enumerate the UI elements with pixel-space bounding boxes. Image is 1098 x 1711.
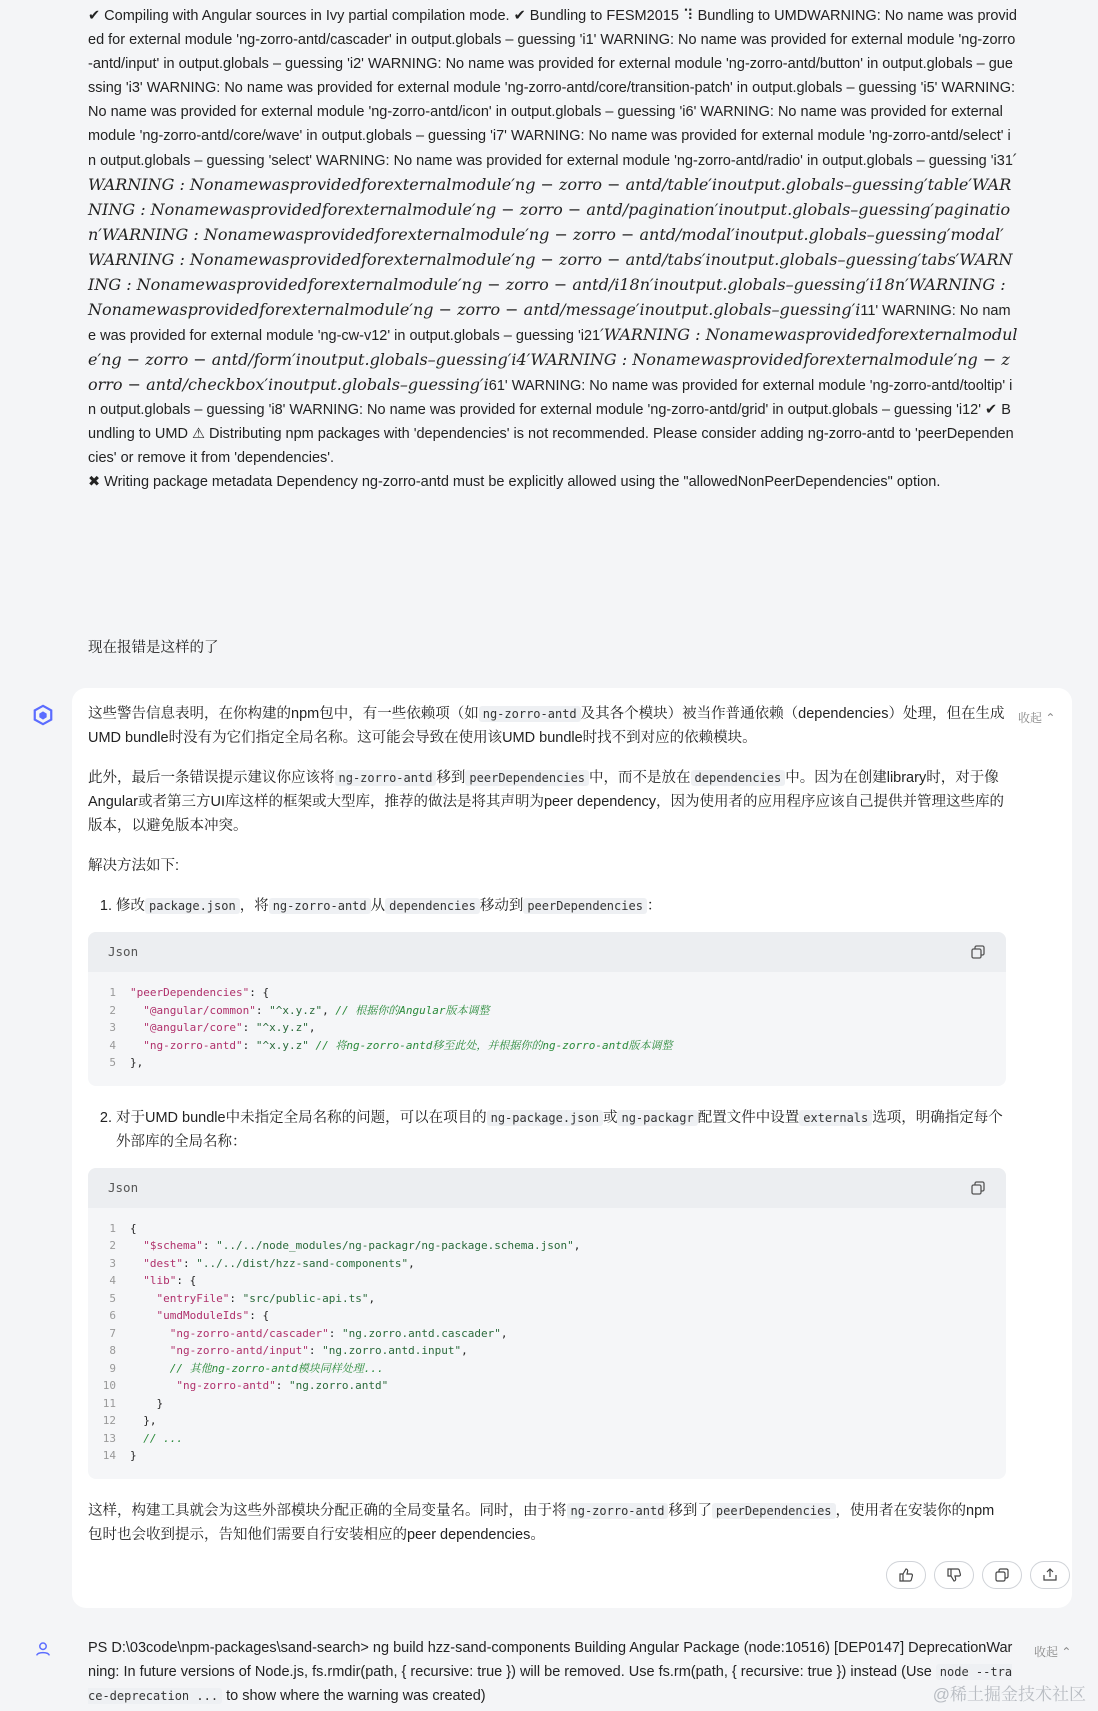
p2-code-1: ng-zorro-antd <box>335 770 437 786</box>
code-line <box>96 1307 998 1325</box>
code-block-1-header <box>88 932 1006 972</box>
code-text: "ng-zorro-antd/input": "ng.zorro.antd.input", <box>169 1344 468 1357</box>
step1-code-1: package.json <box>145 898 240 914</box>
chevron-up-icon: ⌃ <box>1045 711 1056 725</box>
code-text: "dest": "../../dist/hzz-sand-components", <box>143 1256 415 1270</box>
code-line <box>96 1412 998 1430</box>
step2-text-c: 配置文件中设置 <box>697 1109 800 1126</box>
code-line <box>96 1377 998 1395</box>
code-line <box>96 1272 998 1290</box>
line-number: 1 <box>109 1221 116 1235</box>
line-number: 7 <box>109 1326 116 1340</box>
code-text: "umdModuleIds": { <box>156 1309 270 1322</box>
user-bottom-code: node --trace-deprecation ... <box>88 1665 1013 1703</box>
code-text: }, <box>130 1056 144 1069</box>
line-number: 14 <box>102 1449 116 1462</box>
p2-text-b: 移到 <box>436 770 466 786</box>
p2-text-a: 此外，最后一条错误提示建议你应该将 <box>88 770 335 786</box>
step2-text-d: 选项，明确指定每个外部库的全局名称： <box>116 1109 1003 1150</box>
line-number: 12 <box>102 1414 116 1427</box>
code-text: "ng-zorro-antd": "ng.zorro.antd" <box>176 1379 389 1392</box>
thumbs-down-button[interactable] <box>934 1561 974 1589</box>
p4-text-a: 这样，构建工具就会为这些外部模块分配正确的全局变量名。同时，由于将 <box>88 1502 567 1519</box>
thumbs-up-button[interactable] <box>886 1561 926 1589</box>
thumbs-down-icon <box>946 1567 962 1583</box>
code-text: { <box>130 1221 137 1235</box>
code-line <box>96 1002 998 1020</box>
code-line <box>96 984 998 1002</box>
line-number: 5 <box>109 1056 116 1069</box>
assistant-paragraph-2 <box>88 766 1008 838</box>
code-text: }, <box>130 1414 157 1427</box>
line-number: 10 <box>102 1379 116 1392</box>
p2-code-3: dependencies <box>691 770 786 786</box>
code-text: "ng-zorro-antd": "^x.y.z" // 将ng-zorro-antd移至此处，并根据你的ng-zorro-antd版本调整 <box>143 1038 673 1052</box>
code-line <box>96 1325 998 1343</box>
line-number: 3 <box>109 1256 116 1270</box>
step1-text-a: 修改 <box>116 898 145 914</box>
step1-text-c: 从 <box>370 898 386 914</box>
step1-text-d: 移动到 <box>479 898 524 914</box>
code-line <box>96 1430 998 1448</box>
line-number: 1 <box>109 986 116 999</box>
solution-steps <box>88 894 1008 918</box>
code-text: } <box>130 1396 164 1410</box>
p1-text-b: 及其各个模块）被当作普通依赖（dependencies）处理，但在生成UMD bundle时没有为它们指定全局名称。这可能会导致在使用该UMD bundle时找不到对应的依赖模块。 <box>88 706 1005 746</box>
user-message-text-4: ✖ Writing package metadata Dependency ng-zorro-antd must be explicitly allowed using the "allowedNonPeerDependencies" option. <box>88 474 941 490</box>
thumbs-up-icon <box>898 1567 914 1583</box>
user-bottom-text-b: to show where the warning was created) <box>226 1688 486 1704</box>
code-line <box>96 1290 998 1308</box>
code-block-2 <box>88 1168 1006 1479</box>
p4-code-2: peerDependencies <box>712 1503 836 1519</box>
message-actions <box>886 1561 1070 1589</box>
assistant-content <box>88 702 1008 1563</box>
code-text: "peerDependencies": { <box>130 986 270 999</box>
user-message-top <box>88 4 1018 494</box>
watermark: @稀土掘金技术社区 <box>932 1685 1086 1704</box>
code-line <box>96 1255 998 1273</box>
code-text: "lib": { <box>143 1274 197 1287</box>
bot-avatar-icon <box>32 704 54 726</box>
p4-text-c: ，使用者在安装你的npm包时也会收到提示，告知他们需要自行安装相应的peer dependencies。 <box>88 1502 995 1543</box>
code-line <box>96 1342 998 1360</box>
code-line <box>96 1360 998 1378</box>
step1-code-3: dependencies <box>385 898 480 914</box>
code-text: // ... <box>143 1431 183 1445</box>
step1-text-b: ，将 <box>239 898 269 914</box>
line-number: 11 <box>102 1396 116 1410</box>
share-button[interactable] <box>1030 1561 1070 1589</box>
step2-code-2: ng-packagr <box>617 1110 697 1126</box>
code-line <box>96 1037 998 1055</box>
user-message-math-1: ′WARNING : Nonamewasprovidedforexternalmodule′ng − zorro − antd/table′inoutput.globals–guessing′table′WARNING : Nonamewasprovidedforexternalmodule′ng − zorro − antd/pagination′inoutput.globals–guessing′pagination′WARNING : Nonamewasprovidedforexternalmodule′ng − zorro − antd/modal′inoutput.globals–guessing′modal′WARNING : Nonamewasprovidedforexternalmodule′ng − zorro − antd/tabs′inoutput.globals–guessing′tabs′WARNING : Nonamewasprovidedforexternalmodule′ng − zorro − antd/i18n′inoutput.globals–guessing′i18n′WARNING : Nonamewasprovidedforexternalmodule′ng − zorro − antd/message′inoutput.globals–guessing′i <box>88 150 1017 319</box>
p2-text-c: 中，而不是放在 <box>589 770 691 786</box>
code-text: "$schema": "../../node_modules/ng-packagr/ng-package.schema.json", <box>143 1239 581 1252</box>
assistant-paragraph-1 <box>88 702 1008 750</box>
copy-message-button[interactable] <box>982 1561 1022 1589</box>
step1-text-e: ： <box>646 898 662 914</box>
code-block-1-body <box>88 972 1006 1086</box>
user-message-bottom <box>88 1636 1018 1708</box>
line-number: 3 <box>109 1021 116 1034</box>
code-line <box>96 1395 998 1413</box>
user-message-followup: 现在报错是这样的了 <box>88 640 219 656</box>
solution-steps-2 <box>88 1106 1008 1154</box>
user-bottom-text-a: PS D:\03code\npm-packages\sand-search> ng build hzz-sand-components Building Angular Package (node:10516) [DEP0147] DeprecationWarning: In future versions of Node.js, fs.rmdir(path, { recursive: true }) will be removed. Use fs.rm(path, { recursive: true }) instead (Use <box>88 1640 1013 1680</box>
step-1 <box>116 894 1008 918</box>
code-line <box>96 1054 998 1072</box>
p2-code-2: peerDependencies <box>465 770 589 786</box>
line-number: 9 <box>109 1361 116 1375</box>
code-text: // 其他ng-zorro-antd模块同样处理... <box>169 1361 384 1375</box>
code-text: "@angular/common": "^x.y.z", // 根据你的Angular版本调整 <box>143 1003 490 1017</box>
step1-code-2: ng-zorro-antd <box>269 898 371 914</box>
code-text: "ng-zorro-antd/cascader": "ng.zorro.antd.cascader", <box>169 1326 508 1340</box>
user-message-text-1: ✔ Compiling with Angular sources in Ivy partial compilation mode. ✔ Bundling to FESM2015 ⠹ Bundling to UMDWARNING: No name was provided for external module 'ng-zorro-antd/cascader' in output.globals – guessing 'i1' WARNING: No name was provided for external module 'ng-zorro-antd/input' in output.globals – guessing 'i2' WARNING: No name was provided for external module 'ng-zorro-antd/button' in output.globals – guessing 'i3' WARNING: No name was provided for external module 'ng-zorro-antd/core/transition-patch' in output.globals – guessing 'i5' WARNING: No name was provided for external module 'ng-zorro-antd/icon' in output.globals – guessing 'i6' WARNING: No name was provided for external module 'ng-zorro-antd/core/wave' in output.globals – guessing 'i7' WARNING: No name was provided for external module 'ng-zorro-antd/select' in output.globals – guessing 'select' WARNING: No name was provided for external module 'ng-zorro-antd/radio' in output.globals – guessing 'i31 <box>88 8 1020 169</box>
code-text: } <box>130 1449 137 1462</box>
code-line <box>96 1447 998 1465</box>
collapse-label-bottom: 收起 <box>1034 1645 1059 1659</box>
code-block-2-body <box>88 1208 1006 1479</box>
line-number: 2 <box>109 1003 116 1017</box>
assistant-paragraph-4 <box>88 1499 1008 1547</box>
assistant-paragraph-3: 解决方法如下: <box>88 858 180 874</box>
copy-message-icon <box>994 1567 1010 1583</box>
step2-text-b: 或 <box>602 1109 618 1126</box>
code-text: "@angular/core": "^x.y.z", <box>143 1021 316 1034</box>
step2-text-a: 对于UMD bundle中未指定全局名称的问题，可以在项目的 <box>116 1109 487 1126</box>
code-block-2-language: Json <box>108 1179 139 1195</box>
line-number: 4 <box>109 1038 116 1052</box>
user-message-text-2: 11' WARNING: No name was provided for external module 'ng-cw-v12' in output.globals – guessing 'i21 <box>88 303 1011 344</box>
code-line <box>96 1019 998 1037</box>
chevron-up-icon: ⌃ <box>1061 1645 1072 1659</box>
step1-code-4: peerDependencies <box>523 898 647 914</box>
user-message-text-3: 61' WARNING: No name was provided for external module 'ng-zorro-antd/tooltip' in output.globals – guessing 'i8' WARNING: No name was provided for external module 'ng-zorro-antd/grid' in output.globals – guessing 'i12' ✔ Bundling to UMD ⚠ Distributing npm packages with 'dependencies' is not recommended. Please consider adding ng-zorro-antd to 'peerDependencies' or remove it from 'dependencies'. <box>88 378 1014 466</box>
p1-text-a: 这些警告信息表明，在你构建的npm包中，有一些依赖项（如 <box>88 706 479 722</box>
p1-code: ng-zorro-antd <box>479 706 581 722</box>
code-text: "entryFile": "src/public-api.ts", <box>156 1291 376 1305</box>
step2-code-1: ng-package.json <box>487 1110 603 1126</box>
user-message-math-2: ′WARNING : Nonamewasprovidedforexternalmodule′ng − zorro − antd/form′inoutput.globals–guessing′i4′WARNING : Nonamewasprovidedforexternalmodule′ng − zorro − antd/checkbox′inoutput.globals–guessing′i <box>88 325 1018 394</box>
code-line <box>96 1237 998 1255</box>
line-number: 6 <box>109 1309 116 1322</box>
line-number: 5 <box>109 1291 116 1305</box>
code-block-1 <box>88 932 1006 1086</box>
code-block-2-header <box>88 1168 1006 1208</box>
user-avatar-icon <box>32 1638 54 1660</box>
step-2 <box>116 1106 1008 1154</box>
copy-icon[interactable] <box>970 944 986 960</box>
copy-icon[interactable] <box>970 1180 986 1196</box>
code-line <box>96 1220 998 1238</box>
collapse-label: 收起 <box>1018 711 1043 725</box>
line-number: 13 <box>102 1431 116 1445</box>
p2-text-d: 中。因为在创建library时，对于像Angular或者第三方UI库这样的框架或大型库，推荐的做法是将其声明为peer dependency，因为使用者的应用程序应该自己提供并管理这些库的版本，以避免版本冲突。 <box>88 770 1005 834</box>
collapse-button-bottom[interactable] <box>1034 1640 1071 1664</box>
share-icon <box>1042 1567 1058 1583</box>
code-block-1-language: Json <box>108 944 139 959</box>
p4-text-b: 移到了 <box>668 1502 712 1519</box>
line-number: 4 <box>109 1274 116 1287</box>
step2-code-3: externals <box>799 1110 872 1126</box>
collapse-button[interactable] <box>1018 706 1055 730</box>
line-number: 8 <box>109 1344 116 1357</box>
line-number: 2 <box>109 1239 116 1252</box>
p4-code-1: ng-zorro-antd <box>567 1503 669 1519</box>
